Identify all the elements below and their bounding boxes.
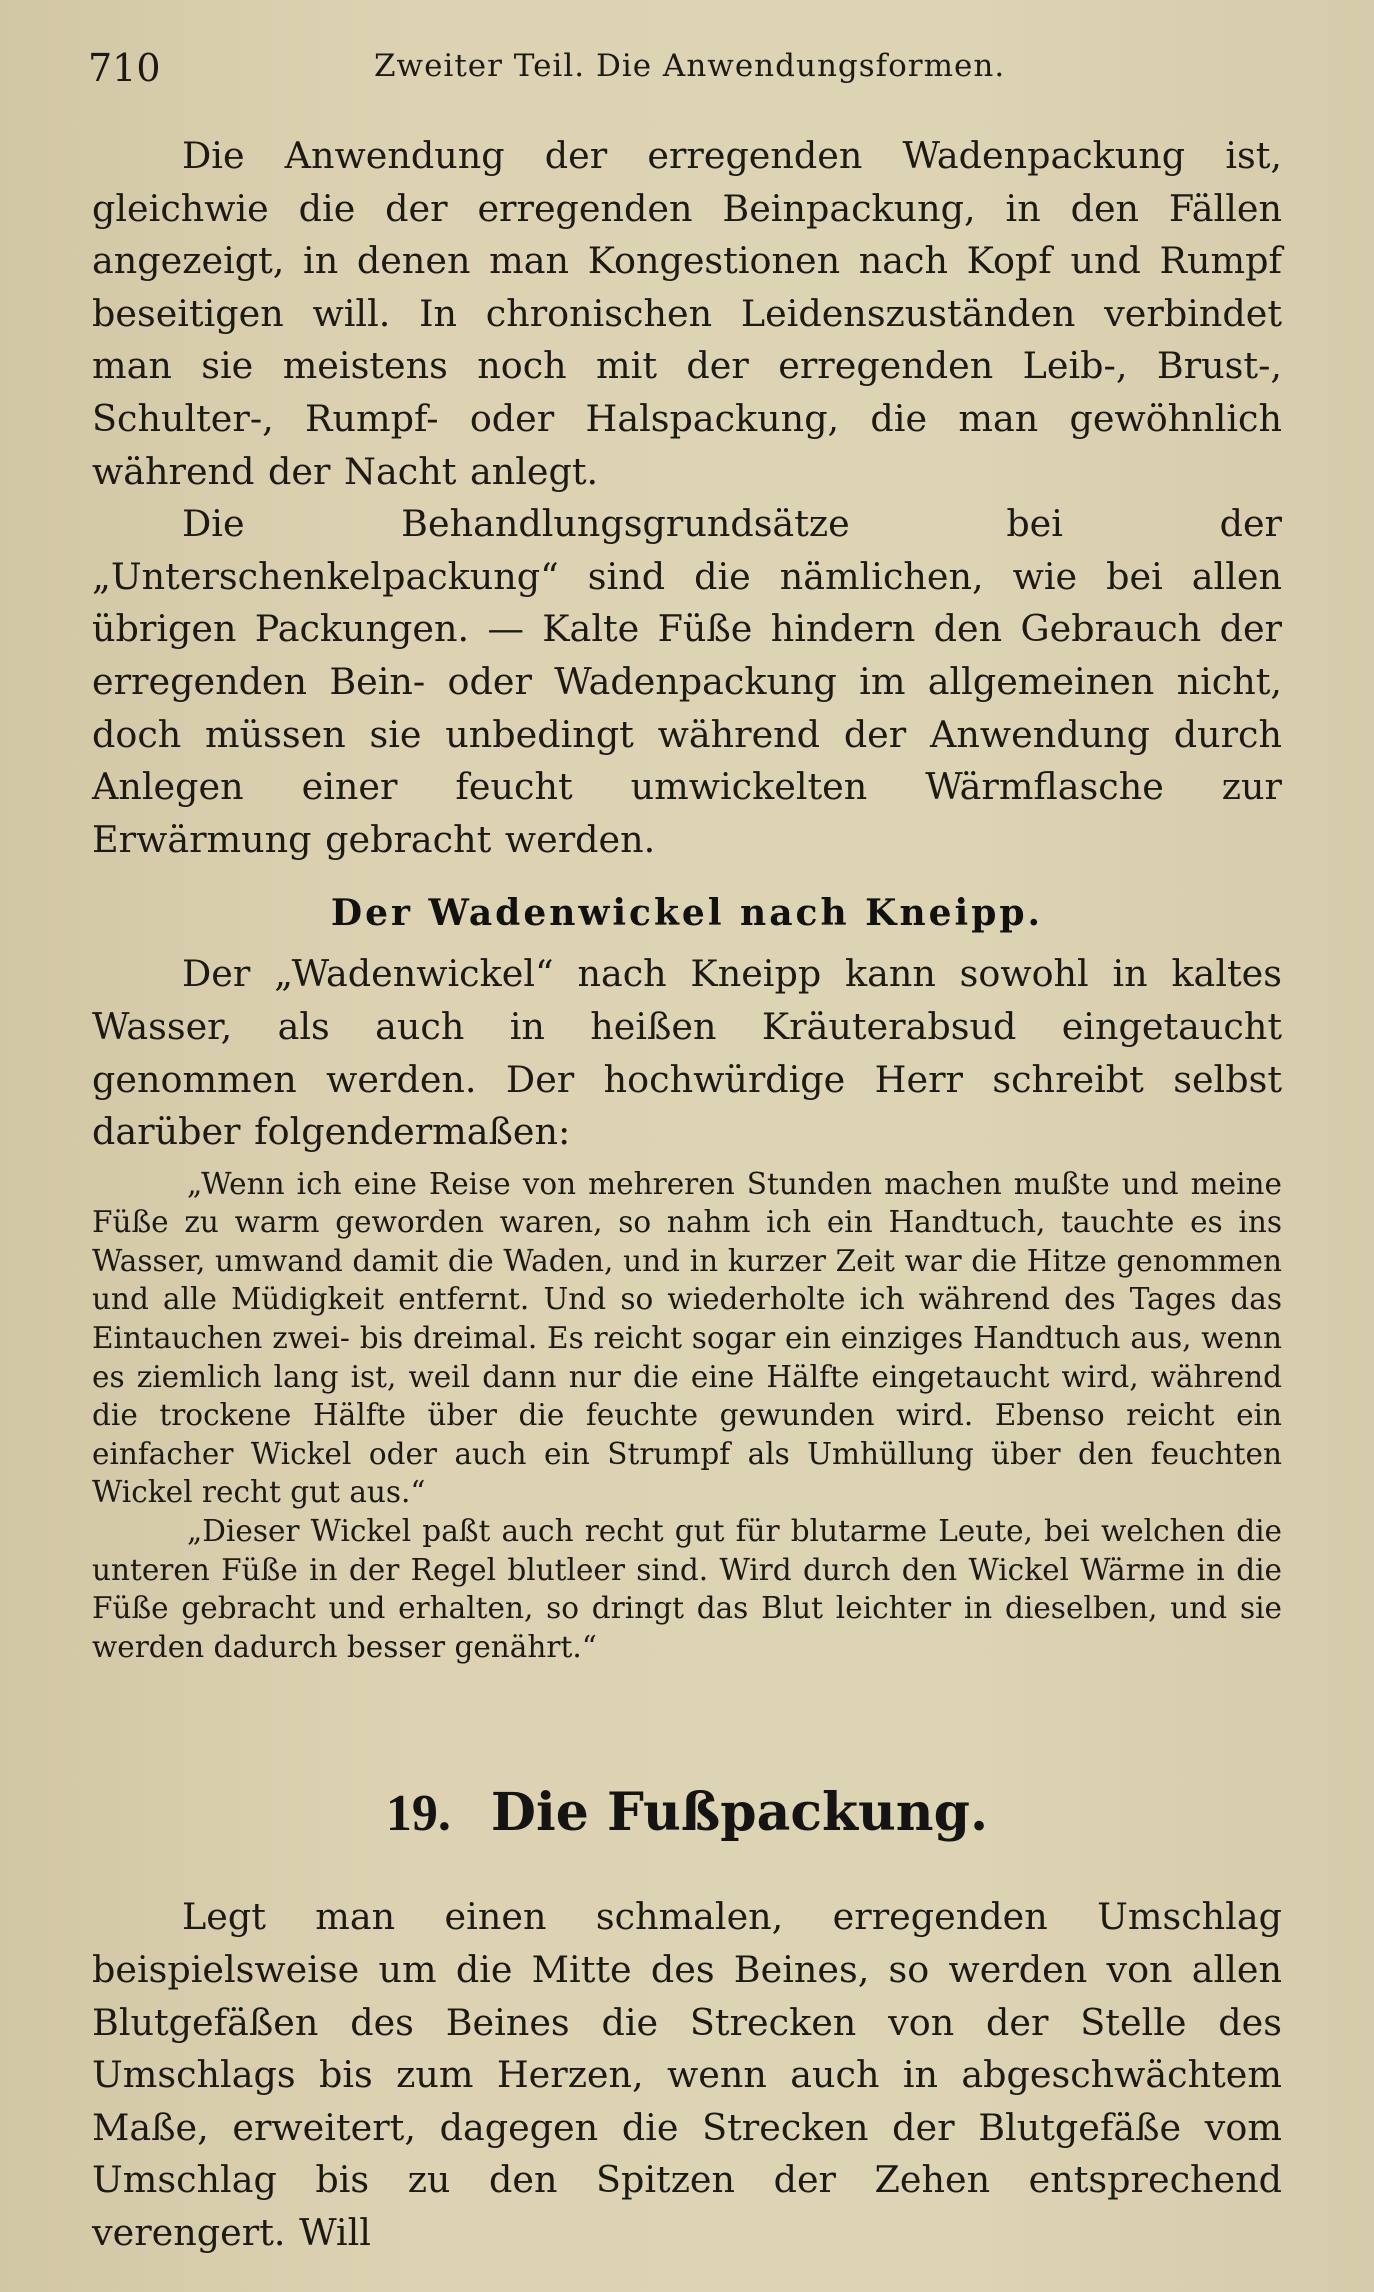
running-title: Zweiter Teil. Die Anwendungsformen. — [374, 48, 1006, 84]
chapter-paragraph: Legt man einen schmalen, erregenden Umschlag beispielsweise um die Mitte des Beines, so werden von allen Blutgefäßen des Beines die Strecken von der Stelle des Umschlags bis zum Herzen, wenn auch in abgeschwächtem Maße, erweitert, dagegen die Strecken der Blutgefäße vom Umschlag bis zu den Spitzen der Zehen entsprechend verengert. Will — [92, 1895, 1282, 2254]
paragraph-treatment-principles: Die Behandlungsgrundsätze bei der „Unterschenkelpackung“ sind die nämlichen, wie bei allen übrigen Packungen. — Kalte Füße hindern den Gebrauch der erregenden Bein- oder Wadenpackung im allgemeinen nicht, doch müssen sie unbedingt während der Anwendung durch Anlegen einer feucht umwickelten Wärmflasche zur Erwärmung gebracht werden. — [92, 502, 1282, 861]
section-title: Der Wadenwickel nach Kneipp. — [330, 892, 1044, 935]
page-number: 710 — [88, 46, 161, 90]
paragraph-wadenpackung-indication: Die Anwendung der erregenden Wadenpackung ist, gleichwie die der erregenden Beinpackung, in den Fällen angezeigt, in denen man Kongestionen nach Kopf und Rumpf beseitigen will. In chronischen Leidenszuständen verbindet man sie meistens noch mit der erregenden Leib-, Brust-, Schulter-, Rumpf- oder Halspackung, die man gewöhnlich während der Nacht anlegt. — [92, 134, 1282, 493]
section-intro: Der „Wadenwickel“ nach Kneipp kann sowohl in kaltes Wasser, als auch in heißen Kräuterabsud eingetaucht genommen werden. Der hochwürdige Herr schreibt selbst darüber folgendermaßen: — [92, 952, 1282, 1154]
chapter-heading — [92, 1782, 1282, 1843]
chapter-number: 19. — [385, 1785, 451, 1843]
chapter-title: Die Fußpackung. — [490, 1782, 989, 1844]
kneipp-quote-1: „Wenn ich eine Reise von mehreren Stunden machen mußte und meine Füße zu warm geworden waren, so nahm ich ein Handtuch, tauchte es ins Wasser, umwand damit die Waden, und in kurzer Zeit war die Hitze genommen und alle Müdigkeit entfernt. Und so wiederholte ich während des Tages das Eintauchen zwei- bis dreimal. Es reicht sogar ein einziges Handtuch aus, wenn es ziemlich lang ist, weil dann nur die eine Hälfte eingetaucht wird, während die trockene Hälfte über die feuchte gewunden wird. Ebenso reicht ein einfacher Wickel oder auch ein Strumpf als Umhüllung über den feuchten Wickel recht gut aus.“ — [92, 1166, 1282, 1510]
kneipp-quote-2: „Dieser Wickel paßt auch recht gut für blutarme Leute, bei welchen die unteren Füße in der Regel blutleer sind. Wird durch den Wickel Wärme in die Füße gebracht und erhalten, so dringt das Blut leichter in dieselben, und sie werden dadurch besser genährt.“ — [92, 1514, 1282, 1664]
running-head — [88, 38, 1282, 98]
